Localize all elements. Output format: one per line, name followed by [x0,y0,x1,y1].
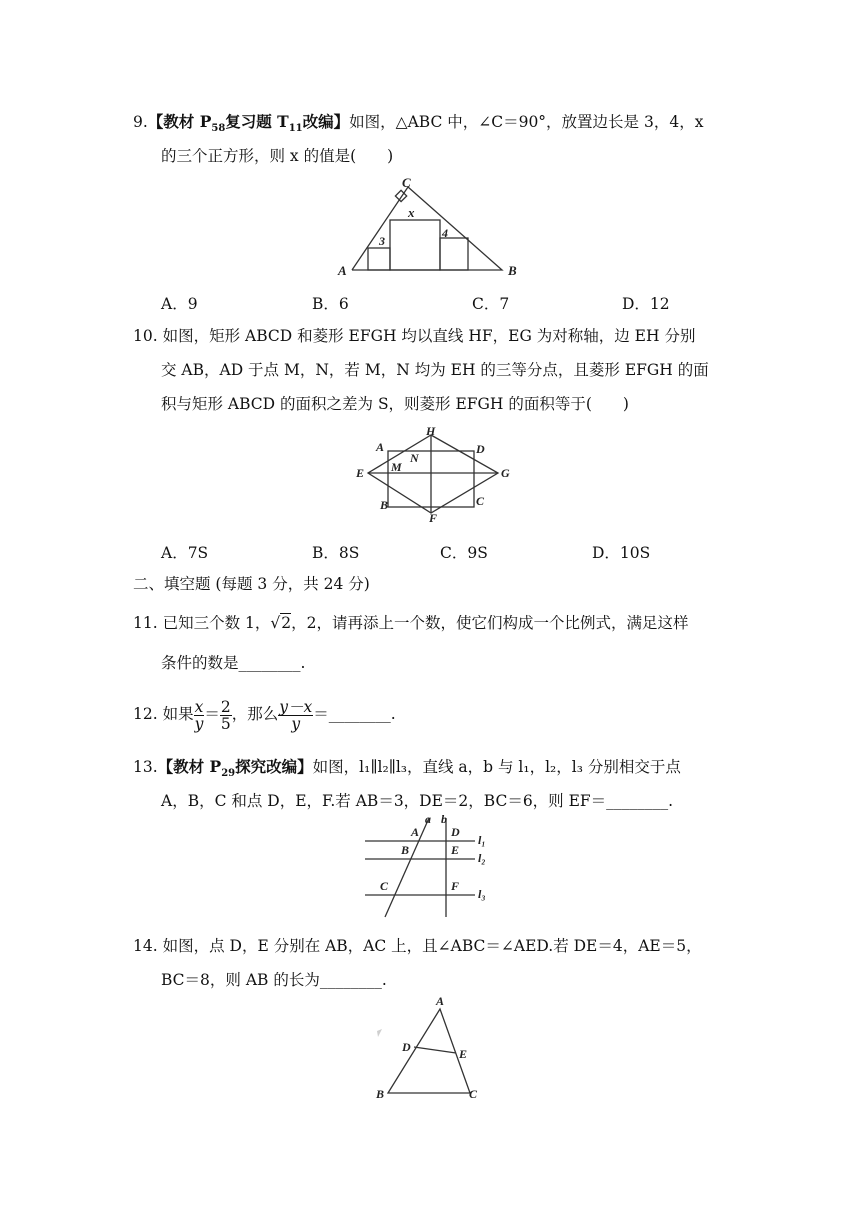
q12-number: 12. [133,705,158,723]
q9-label-c: C [402,175,411,190]
q9-label-a: A [338,263,347,278]
q13-label-d: D [451,825,460,839]
q13-label-b-line: b [441,812,447,826]
q9-option-d: D．12 [622,295,670,313]
q14-label-e: E [459,1047,468,1061]
q14-triangle-figure [370,995,490,1105]
q9-source-tag: 【教材 $P_{58}$复习题 $T_{11}$改编】 [147,112,350,135]
q10-option-a: A．7S [161,544,209,562]
q10-rhombus-figure [350,425,520,525]
q10-line-3: 积与矩形 ABCD 的面积之差为 S，则菱形 EFGH 的面积等于( ) [161,395,629,413]
q12-fraction-2-over-5: $\frac{2}{5}$ [220,697,231,733]
q9-option-c: C．7 [472,295,510,313]
q13-label-b: B [401,843,410,857]
q12-line: 12. 如果 $\frac{x}{y}$ ＝ $\frac{2}{5}$ ，那么 $\frac{y-x}{y}$ ＝________. [133,697,396,733]
section-2-title: 二、填空题 (每题 3 分，共 24 分) [133,575,370,593]
q13-label-c: C [380,879,389,893]
q13-label-l2: l₂ [478,851,486,865]
q10-number: 10. [133,327,158,345]
q10-line-2: 交 AB，AD 于点 M，N，若 M，N 均为 EH 的三等分点，且菱形 EFGH 的面 [161,361,709,379]
q9-option-b: B．6 [312,295,349,313]
q11-sqrt-arg: 2 [281,614,292,632]
q13-label-l1: l₁ [478,833,486,847]
q13-label-f: F [451,879,460,893]
q9-line-2: 的三个正方形，则 x 的值是( ) [161,147,394,165]
q10-label-h: H [426,424,436,438]
q14-number: 14. [133,937,158,955]
q11-line-1: 11. 已知三个数 1，√2，2，请再添上一个数，使它们构成一个比例式，满足这样 [133,614,689,632]
q13-label-a-line: a [425,812,431,826]
q10-label-e: E [356,466,365,480]
q13-number: 13. [133,758,158,776]
q9-label-3: 3 [379,234,385,248]
q10-label-c: C [476,494,485,508]
q13-parallel-lines-figure [355,813,495,913]
q9-option-a: A．9 [161,295,198,313]
q9-number: 9. [133,113,148,131]
q10-line-1: 10. 如图，矩形 ABCD 和菱形 EFGH 均以直线 HF，EG 为对称轴，边 EH 分别 [133,327,696,345]
q13-line-1: 13.【教材 $P_{29}$探究改编】如图，l₁∥l₂∥l₃，直线 a，b 与 l₁，l₂，l₃ 分别相交于点 [133,757,681,780]
q14-line-2: BC＝8，则 AB 的长为________. [161,971,387,989]
q10-label-g: G [501,466,510,480]
q14-label-c: C [469,1087,478,1101]
q13-label-l3: l₃ [478,887,486,901]
q10-option-b: B．8S [312,544,360,562]
q10-option-c: C．9S [440,544,488,562]
q10-label-d: D [476,442,485,456]
q10-label-f: F [429,511,438,525]
q10-label-m: M [391,460,402,474]
q10-label-b: B [380,498,389,512]
q14-line-1: 14. 如图，点 D，E 分别在 AB，AC 上，且∠ABC＝∠AED.若 DE＝4，AE＝5， [133,937,702,955]
q9-triangle-figure [330,175,530,285]
q12-fraction-x-over-y: $\frac{x}{y}$ [194,697,204,733]
q14-label-b: B [376,1087,385,1101]
q9-text: 如图，△ABC 中，∠C＝90°，放置边长是 3，4，x [349,113,704,131]
q13-label-e: E [451,843,460,857]
q14-smudge-mark [377,1029,382,1037]
q11-number: 11. [133,614,158,632]
q10-label-n: N [410,451,419,465]
q11-line-2: 条件的数是________. [161,654,306,672]
q13-label-a: A [411,825,420,839]
q14-label-a: A [436,994,445,1008]
q9-label-x: x [408,205,415,220]
q10-option-d: D．10S [592,544,651,562]
q12-fraction-ymx-over-y: $\frac{y-x}{y}$ [279,697,313,733]
q9-label-b: B [508,263,517,278]
q10-label-a: A [376,440,385,454]
q13-line-2: A，B，C 和点 D，E，F.若 AB＝3，DE＝2，BC＝6，则 EF＝________. [161,792,674,810]
q14-label-d: D [402,1040,411,1054]
q9-label-4: 4 [442,226,448,240]
q9-line-1 [133,112,703,139]
q13-source-tag: 【教材 $P_{29}$探究改编】 [157,757,313,780]
